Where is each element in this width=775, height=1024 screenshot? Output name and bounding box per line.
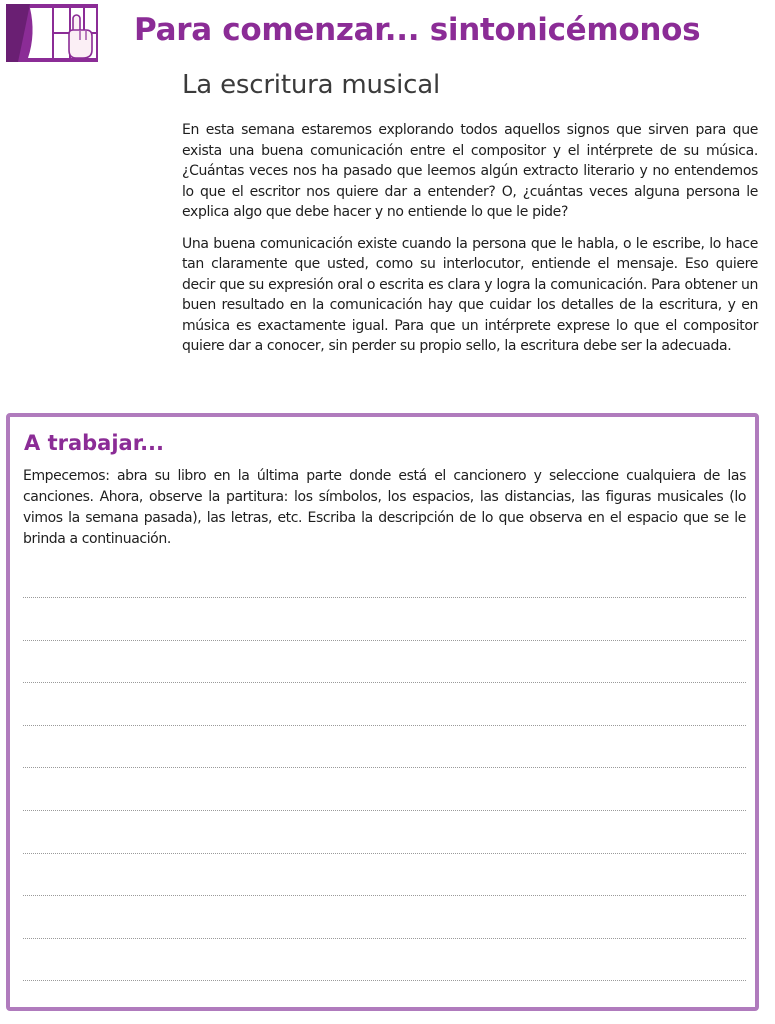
section-title: La escritura musical <box>182 70 441 100</box>
writing-line[interactable] <box>23 597 746 598</box>
pointing-hand-icon <box>6 4 98 62</box>
writing-line[interactable] <box>23 640 746 641</box>
activity-title: A trabajar... <box>24 431 164 455</box>
activity-box <box>6 413 759 1011</box>
intro-paragraph: Una buena comunicación existe cuando la persona que le habla, o le escribe, lo hace tan claramente que usted, como su interlocutor, entiende el mensaje. Eso quiere decir que su expresión oral o escrita es clara y logra la comunicación. Para obtener un buen resultado en la comunicación hay que cuidar los detalles de la escritura, y en música es exactamente igual. Para que un intérprete exprese lo que el compositor quiere dar a conocer, sin perder su propio sello, la escritura debe ser la adecuada. <box>182 235 758 354</box>
writing-line[interactable] <box>23 938 746 939</box>
writing-line[interactable] <box>23 980 746 981</box>
writing-line[interactable] <box>23 682 746 683</box>
writing-area[interactable] <box>23 597 746 1023</box>
writing-line[interactable] <box>23 810 746 811</box>
intro-paragraph: En esta semana estaremos explorando todos aquellos signos que sirven para que exista una buena comunicación entre el compositor y el intérprete de su música. ¿Cuántas veces nos ha pasado que leemos algún extracto literario y no entendemos lo que el escritor nos quiere dar a entender? O, ¿cuántas veces alguna persona le explica algo que debe hacer y no entiende lo que le pide? <box>182 122 758 220</box>
writing-line[interactable] <box>23 895 746 896</box>
writing-line[interactable] <box>23 767 746 768</box>
writing-line[interactable] <box>23 853 746 854</box>
intro-text <box>182 120 758 368</box>
activity-instructions: Empecemos: abra su libro en la última parte donde está el cancionero y seleccione cualquiera de las canciones. Ahora, observe la partitura: los símbolos, los espacios, las distancias, las figuras musicales (lo vimos la semana pasada), las letras, etc. Escriba la descripción de lo que observa en el espacio que se le brinda a continuación. <box>23 468 746 547</box>
page-title: Para comenzar... sintonicémonos <box>134 12 701 48</box>
writing-line[interactable] <box>23 725 746 726</box>
